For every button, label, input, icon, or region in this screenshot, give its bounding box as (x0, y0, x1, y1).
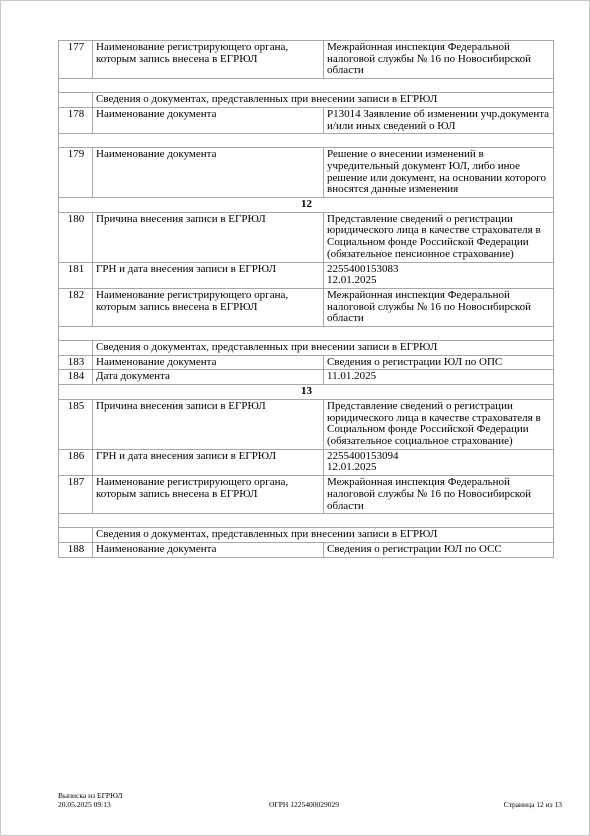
row-label: Наименование документа (93, 148, 324, 198)
row-label: Дата документа (93, 370, 324, 385)
row-number: 180 (59, 212, 93, 262)
row-number: 179 (59, 148, 93, 198)
footer-page-number: Страница 12 из 13 (503, 800, 562, 809)
row-value: 2255400153083 12.01.2025 (324, 262, 554, 288)
row-label: Причина внесения записи в ЕГРЮЛ (93, 399, 324, 449)
row-value: 11.01.2025 (324, 370, 554, 385)
section-header-documents (59, 93, 554, 108)
row-number: 182 (59, 288, 93, 326)
row-number: 178 (59, 107, 93, 133)
row-label: Причина внесения записи в ЕГРЮЛ (93, 212, 324, 262)
egrul-extract-table (58, 40, 554, 558)
row-number: 185 (59, 399, 93, 449)
table-row-179 (59, 148, 554, 198)
spacer-row (59, 327, 554, 341)
spacer-row (59, 514, 554, 528)
row-label: ГРН и дата внесения записи в ЕГРЮЛ (93, 262, 324, 288)
table-row-177 (59, 41, 554, 79)
record-number: 12 (59, 198, 554, 213)
table-row-187 (59, 476, 554, 514)
section-header-label: Сведения о документах, представленных при внесении записи в ЕГРЮЛ (93, 528, 554, 543)
row-value: 2255400153094 12.01.2025 (324, 449, 554, 475)
row-label: Наименование регистрирующего органа, которым запись внесена в ЕГРЮЛ (93, 288, 324, 326)
row-number: 186 (59, 449, 93, 475)
row-number: 184 (59, 370, 93, 385)
table-row-185 (59, 399, 554, 449)
row-value: Р13014 Заявление об изменении учр.документа и/или иных сведений о ЮЛ (324, 107, 554, 133)
row-value: Решение о внесении изменений в учредительный документ ЮЛ, либо иное решение или документ, на основании которого вносятся данные изменения (324, 148, 554, 198)
record-number: 13 (59, 385, 554, 400)
section-header-label: Сведения о документах, представленных при внесении записи в ЕГРЮЛ (93, 341, 554, 356)
footer-ogrn: ОГРН 1225400029029 (269, 800, 339, 809)
row-value: Межрайонная инспекция Федеральной налоговой службы № 16 по Новосибирской области (324, 288, 554, 326)
record-number-13 (59, 385, 554, 400)
section-header-documents (59, 341, 554, 356)
row-label: Наименование регистрирующего органа, которым запись внесена в ЕГРЮЛ (93, 41, 324, 79)
row-number: 188 (59, 542, 93, 557)
footer-doc-info (58, 792, 123, 809)
row-value: Межрайонная инспекция Федеральной налоговой службы № 16 по Новосибирской области (324, 476, 554, 514)
table-row-183 (59, 355, 554, 370)
row-label: ГРН и дата внесения записи в ЕГРЮЛ (93, 449, 324, 475)
table-row-188 (59, 542, 554, 557)
spacer-row (59, 134, 554, 148)
row-label: Наименование документа (93, 107, 324, 133)
table-row-186 (59, 449, 554, 475)
row-value: Представление сведений о регистрации юридического лица в качестве страхователя в Социальном фонде Российской Федерации (обязательное социальное страхование) (324, 399, 554, 449)
row-number: 183 (59, 355, 93, 370)
row-value: Сведения о регистрации ЮЛ по ОПС (324, 355, 554, 370)
section-header-documents (59, 528, 554, 543)
table-row-181 (59, 262, 554, 288)
table-row-180 (59, 212, 554, 262)
row-value: Сведения о регистрации ЮЛ по ОСС (324, 542, 554, 557)
spacer-row (59, 79, 554, 93)
table-row-184 (59, 370, 554, 385)
row-number: 181 (59, 262, 93, 288)
row-value: Представление сведений о регистрации юридического лица в качестве страхователя в Социальном фонде Российской Федерации (обязательное пенсионное страхование) (324, 212, 554, 262)
row-value: Межрайонная инспекция Федеральной налоговой службы № 16 по Новосибирской области (324, 41, 554, 79)
row-label: Наименование регистрирующего органа, которым запись внесена в ЕГРЮЛ (93, 476, 324, 514)
row-number: 187 (59, 476, 93, 514)
table-row-178 (59, 107, 554, 133)
row-label: Наименование документа (93, 355, 324, 370)
row-number: 177 (59, 41, 93, 79)
footer-datetime: 20.05.2025 09:13 (58, 799, 111, 809)
row-label: Наименование документа (93, 542, 324, 557)
section-header-label: Сведения о документах, представленных при внесении записи в ЕГРЮЛ (93, 93, 554, 108)
record-number-12 (59, 198, 554, 213)
footer-doc-title: Выписка из ЕГРЮЛ (58, 791, 123, 800)
table-row-182 (59, 288, 554, 326)
